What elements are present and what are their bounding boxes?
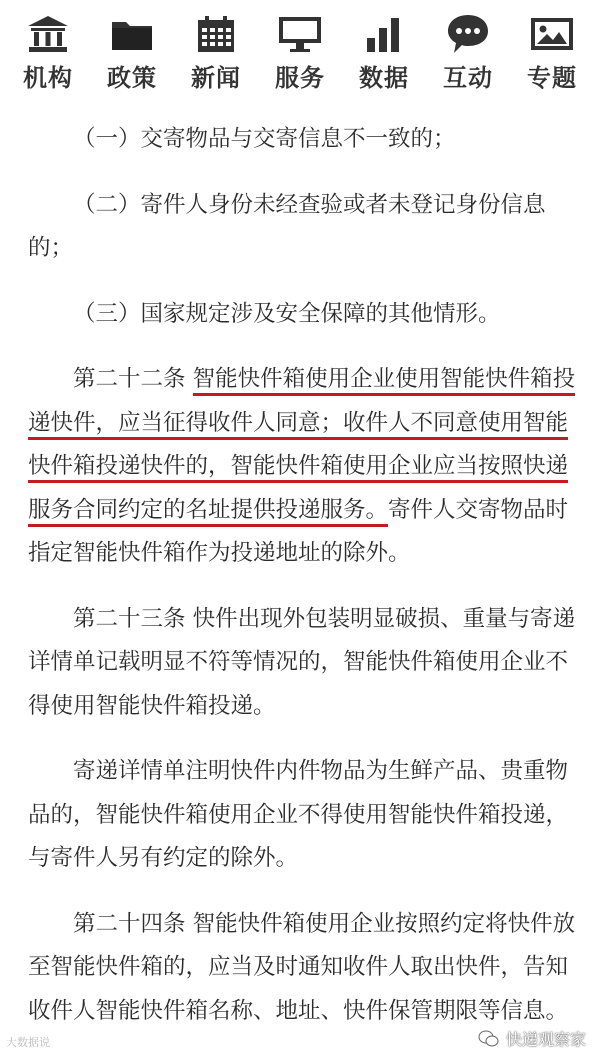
nav-item-service[interactable] [261, 0, 339, 93]
nav-label: 政策 [107, 64, 157, 92]
folder-icon [109, 12, 155, 56]
nav-item-topics[interactable] [513, 0, 591, 93]
article-22-exception: 寄件人交寄物品时指定智能快件箱作为投递地址的除外。 [28, 496, 569, 566]
nav-label: 机构 [23, 64, 73, 92]
paragraph-clause-3: （三）国家规定涉及安全保障的其他情形。 [73, 300, 501, 327]
nav-label: 新闻 [191, 64, 241, 92]
monitor-icon [277, 12, 323, 56]
bar-chart-icon [363, 12, 405, 56]
chat-bubble-icon [446, 12, 490, 56]
highlighted-text: 智能快件箱使用企业使用智能快件箱投递快件，应当征得收件人同意；收件人不同意使用智能快件箱投递快件的，智能快件箱使用企业应当按照快递服务合同约定的名址提供投递服务。 [28, 366, 575, 527]
article-22-prefix: 第二十二条 [73, 366, 193, 392]
watermark-left-text: 大数据说 [6, 1036, 50, 1049]
watermark-left [6, 1034, 50, 1050]
watermark-right-text: 快递观察家 [505, 1030, 586, 1049]
paragraph-clause-2: （二）寄件人身份未经查验或者未登记身份信息的； [28, 191, 546, 261]
paragraph-fresh-goods: 寄递详情单注明快件内件物品为生鲜产品、贵重物品的，智能快件箱使用企业不得使用智能快件箱投递，与寄件人另有约定的除外。 [28, 758, 569, 871]
paragraph-article-24: 第二十四条 智能快件箱使用企业按照约定将快件放至智能快件箱的，应当及时通知收件人取出快件，告知收件人智能快件箱名称、地址、快件保管期限等信息。 [28, 910, 576, 1024]
nav-label: 数据 [359, 64, 409, 92]
nav-item-institution[interactable] [9, 0, 87, 93]
paragraph-clause-1: （一）交寄物品与交寄信息不一致的； [73, 126, 456, 152]
image-icon [529, 12, 575, 56]
paragraph-article-23: 第二十三条 快件出现外包装明显破损、重量与寄递详情单记载明显不符等情况的，智能快件箱使用企业不得使用智能快件箱投递。 [28, 605, 576, 719]
paragraph-article-22 [28, 358, 584, 576]
nav-label: 专题 [527, 64, 577, 92]
watermark-right [478, 1027, 586, 1050]
institution-icon [26, 12, 70, 56]
wechat-icon [478, 1030, 500, 1048]
nav-item-data[interactable] [345, 0, 423, 93]
nav-label: 互动 [443, 64, 493, 92]
nav-item-policy[interactable] [93, 0, 171, 93]
calendar-icon [195, 12, 237, 56]
nav-item-interaction[interactable] [429, 0, 507, 93]
nav-label: 服务 [275, 64, 325, 92]
article-body [28, 108, 584, 1033]
nav-item-news[interactable] [177, 0, 255, 93]
top-navigation [0, 0, 600, 108]
